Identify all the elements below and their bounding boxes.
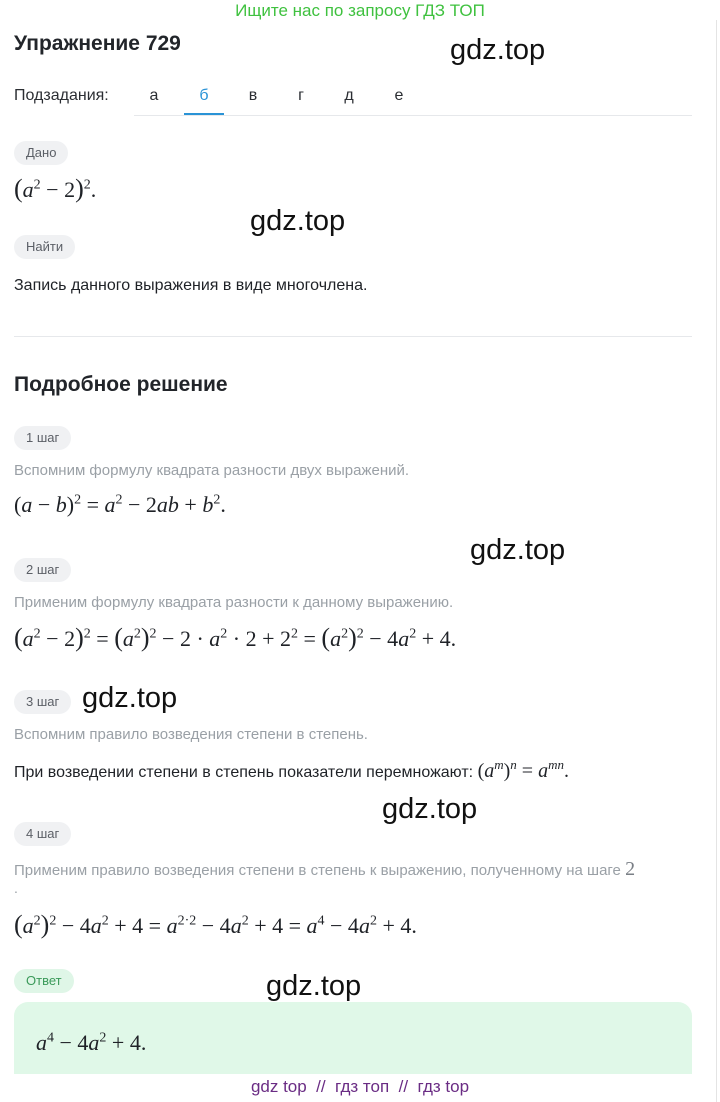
- watermark-2: gdz.top: [250, 205, 346, 237]
- answer-chip: Ответ: [14, 969, 74, 993]
- step-1-formula: $(a - b)^2 = a^2 - 2ab + b^2$.: [14, 492, 226, 517]
- watermark-5: gdz.top: [382, 793, 478, 825]
- step-2-text: Применим формулу квадрата разности к данному выражению.: [14, 594, 454, 611]
- step-3-text: Вспомним правило возведения степени в степень.: [14, 726, 368, 743]
- step-2-chip: 2 шаг: [14, 558, 71, 582]
- solution-heading: Подробное решение: [14, 373, 228, 396]
- given-chip: Дано: [14, 141, 68, 165]
- tab-g[interactable]: г: [298, 87, 304, 104]
- step-3-rule-formula: $(a^m)^n = a^{mn}$.: [477, 757, 569, 782]
- step-4-text-main: Применим правило возведения степени в степень к выражению, полученному на шаге: [14, 862, 621, 879]
- step-3-rule: [14, 757, 569, 783]
- given-expression: $(a^2 - 2)^2$.: [14, 174, 97, 203]
- find-text: Запись данного выражения в виде многочлена.: [14, 277, 368, 294]
- answer-expression: $a^4 - 4a^2 + 4$.: [36, 1030, 147, 1055]
- footer-links[interactable]: gdz top // гдз топ // гдз top: [250, 1077, 470, 1096]
- step-4-formula: $(a^2)^2 - 4a^2 + 4 = a^{2\cdot 2} - 4a^2 + 4 = a^4 - 4a^2 + 4$.: [14, 910, 417, 939]
- tab-v[interactable]: в: [248, 87, 258, 104]
- find-chip: Найти: [14, 235, 75, 259]
- subtask-tabs: [134, 78, 692, 116]
- watermark-1: gdz.top: [450, 34, 546, 66]
- step-4-chip: 4 шаг: [14, 822, 71, 846]
- page-right-border: [716, 20, 717, 1102]
- watermark-6: gdz.top: [266, 970, 362, 1002]
- watermark-3: gdz.top: [470, 534, 566, 566]
- step-3-rule-text: При возведении степени в степень показатели перемножают:: [14, 764, 474, 781]
- step-4-step-ref: 2: [625, 858, 636, 880]
- step-4-period: .: [14, 880, 18, 896]
- promo-banner[interactable]: Ищите нас по запросу ГДЗ ТОП: [235, 1, 485, 20]
- watermark-4: gdz.top: [82, 682, 178, 714]
- answer-box: [14, 1002, 692, 1074]
- step-1-text: Вспомним формулу квадрата разности двух выражений.: [14, 462, 410, 479]
- subtasks-label: Подзадания:: [14, 87, 109, 104]
- page-title: Упражнение 729: [14, 32, 181, 55]
- step-3-chip: 3 шаг: [14, 690, 71, 714]
- tab-d[interactable]: д: [344, 87, 354, 104]
- step-2-formula: $(a^2 - 2)^2 = (a^2)^2 - 2 \cdot a^2 \cdot 2 + 2^2 = (a^2)^2 - 4a^2 + 4$.: [14, 623, 457, 652]
- step-1-chip: 1 шаг: [14, 426, 71, 450]
- tab-e[interactable]: е: [394, 87, 404, 104]
- section-divider: [14, 336, 692, 337]
- step-4-text: [14, 858, 635, 881]
- tab-b[interactable]: б: [184, 78, 224, 115]
- tab-a[interactable]: а: [149, 87, 159, 104]
